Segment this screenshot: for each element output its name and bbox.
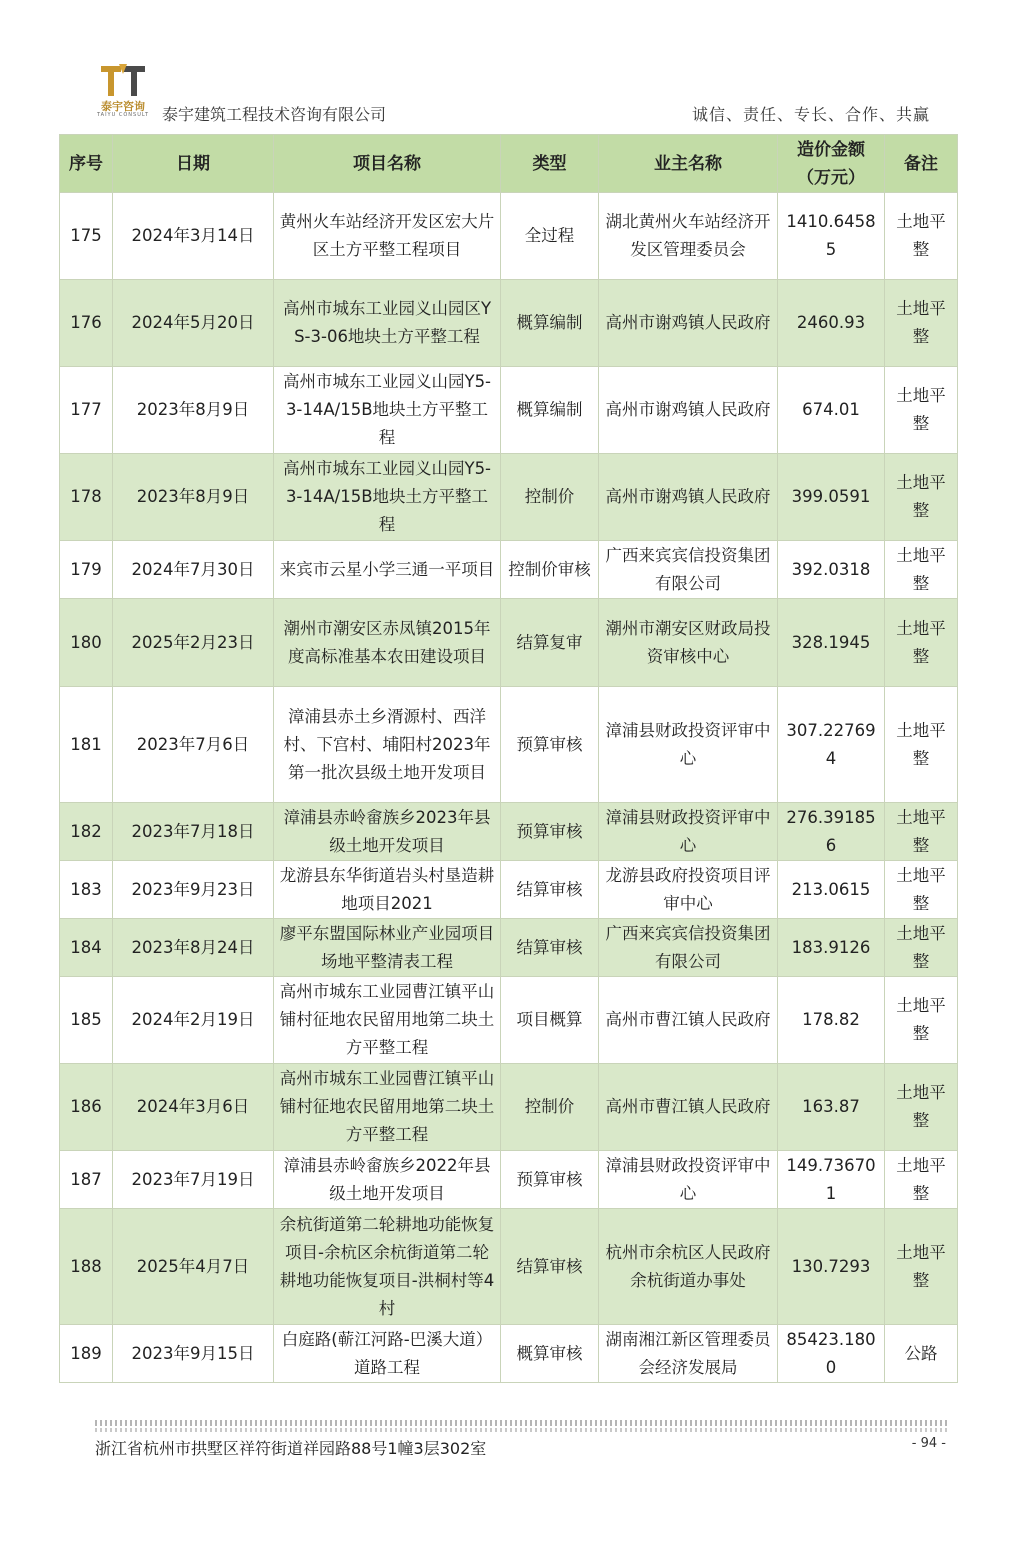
cell-project-name: 漳浦县赤岭畲族乡2022年县级土地开发项目 bbox=[274, 1151, 501, 1209]
company-logo bbox=[93, 62, 153, 118]
cell-no: 188 bbox=[60, 1209, 113, 1325]
logo-text: 泰宇咨询 bbox=[101, 100, 145, 113]
cell-date: 2024年3月6日 bbox=[113, 1064, 274, 1151]
table-row bbox=[60, 1325, 958, 1383]
cell-note: 土地平整 bbox=[885, 1209, 958, 1325]
cell-date: 2023年8月9日 bbox=[113, 454, 274, 541]
cell-amount: 85423.1800 bbox=[778, 1325, 885, 1383]
cell-owner: 漳浦县财政投资评审中心 bbox=[599, 803, 778, 861]
cell-date: 2023年7月19日 bbox=[113, 1151, 274, 1209]
cell-amount: 213.0615 bbox=[778, 861, 885, 919]
cell-date: 2023年9月15日 bbox=[113, 1325, 274, 1383]
cell-note: 土地平整 bbox=[885, 280, 958, 367]
table-row bbox=[60, 1209, 958, 1325]
cell-note: 土地平整 bbox=[885, 803, 958, 861]
cell-note: 土地平整 bbox=[885, 541, 958, 599]
cell-owner: 高州市谢鸡镇人民政府 bbox=[599, 367, 778, 454]
cell-project-name: 漳浦县赤岭畲族乡2023年县级土地开发项目 bbox=[274, 803, 501, 861]
company-name: 泰宇建筑工程技术咨询有限公司 bbox=[162, 105, 387, 124]
cell-owner: 漳浦县财政投资评审中心 bbox=[599, 1151, 778, 1209]
cell-no: 181 bbox=[60, 687, 113, 803]
cell-date: 2023年7月6日 bbox=[113, 687, 274, 803]
cell-amount: 130.7293 bbox=[778, 1209, 885, 1325]
cell-date: 2024年5月20日 bbox=[113, 280, 274, 367]
cell-project-name: 龙游县东华街道岩头村垦造耕地项目2021 bbox=[274, 861, 501, 919]
cell-no: 182 bbox=[60, 803, 113, 861]
cell-type: 预算审核 bbox=[501, 1151, 599, 1209]
table-row bbox=[60, 687, 958, 803]
cell-amount: 178.82 bbox=[778, 977, 885, 1064]
cell-type: 概算编制 bbox=[501, 280, 599, 367]
cell-amount: 149.736701 bbox=[778, 1151, 885, 1209]
cell-note: 土地平整 bbox=[885, 1064, 958, 1151]
cell-amount: 399.0591 bbox=[778, 454, 885, 541]
cell-project-name: 高州市城东工业园义山园区YS-3-06地块土方平整工程 bbox=[274, 280, 501, 367]
cell-no: 183 bbox=[60, 861, 113, 919]
column-header-no: 序号 bbox=[60, 135, 113, 193]
cell-note: 土地平整 bbox=[885, 367, 958, 454]
column-header-name: 项目名称 bbox=[274, 135, 501, 193]
cell-amount: 2460.93 bbox=[778, 280, 885, 367]
cell-owner: 高州市谢鸡镇人民政府 bbox=[599, 280, 778, 367]
table-row bbox=[60, 193, 958, 280]
cell-no: 176 bbox=[60, 280, 113, 367]
cell-owner: 高州市曹江镇人民政府 bbox=[599, 1064, 778, 1151]
table-row bbox=[60, 1064, 958, 1151]
cell-date: 2024年7月30日 bbox=[113, 541, 274, 599]
cell-owner: 湖北黄州火车站经济开发区管理委员会 bbox=[599, 193, 778, 280]
cell-project-name: 高州市城东工业园义山园Y5-3-14A/15B地块土方平整工程 bbox=[274, 367, 501, 454]
cell-no: 178 bbox=[60, 454, 113, 541]
table-row bbox=[60, 280, 958, 367]
cell-project-name: 高州市城东工业园曹江镇平山铺村征地农民留用地第二块土方平整工程 bbox=[274, 977, 501, 1064]
table-row bbox=[60, 599, 958, 687]
cell-type: 预算审核 bbox=[501, 687, 599, 803]
cell-date: 2023年8月9日 bbox=[113, 367, 274, 454]
cell-no: 177 bbox=[60, 367, 113, 454]
cell-no: 179 bbox=[60, 541, 113, 599]
cell-owner: 湖南湘江新区管理委员会经济发展局 bbox=[599, 1325, 778, 1383]
cell-project-name: 高州市城东工业园义山园Y5-3-14A/15B地块土方平整工程 bbox=[274, 454, 501, 541]
column-header-type: 类型 bbox=[501, 135, 599, 193]
table-row bbox=[60, 861, 958, 919]
cell-note: 土地平整 bbox=[885, 687, 958, 803]
cell-owner: 广西来宾宾信投资集团有限公司 bbox=[599, 919, 778, 977]
cell-owner: 杭州市余杭区人民政府余杭街道办事处 bbox=[599, 1209, 778, 1325]
table-row bbox=[60, 919, 958, 977]
cell-project-name: 白庭路(蕲江河路-巴溪大道）道路工程 bbox=[274, 1325, 501, 1383]
logo-subtext: TAIYU CONSULT bbox=[96, 112, 150, 118]
company-slogan: 诚信、责任、专长、合作、共赢 bbox=[691, 105, 930, 124]
footer-address: 浙江省杭州市拱墅区祥符街道祥园路88号1幢3层302室 bbox=[95, 1439, 487, 1458]
cell-note: 土地平整 bbox=[885, 599, 958, 687]
cell-type: 概算审核 bbox=[501, 1325, 599, 1383]
cell-note: 土地平整 bbox=[885, 193, 958, 280]
cell-type: 结算复审 bbox=[501, 599, 599, 687]
column-header-owner: 业主名称 bbox=[599, 135, 778, 193]
cell-no: 184 bbox=[60, 919, 113, 977]
cell-type: 概算编制 bbox=[501, 367, 599, 454]
cell-owner: 高州市曹江镇人民政府 bbox=[599, 977, 778, 1064]
cell-no: 175 bbox=[60, 193, 113, 280]
cell-type: 控制价审核 bbox=[501, 541, 599, 599]
cell-note: 公路 bbox=[885, 1325, 958, 1383]
cell-project-name: 漳浦县赤土乡湑源村、西洋村、下宫村、埔阳村2023年第一批次县级土地开发项目 bbox=[274, 687, 501, 803]
cell-no: 189 bbox=[60, 1325, 113, 1383]
cell-owner: 广西来宾宾信投资集团有限公司 bbox=[599, 541, 778, 599]
footer-divider-secondary bbox=[95, 1428, 950, 1432]
cell-type: 结算审核 bbox=[501, 861, 599, 919]
cell-amount: 1410.64585 bbox=[778, 193, 885, 280]
cell-type: 结算审核 bbox=[501, 919, 599, 977]
column-header-note: 备注 bbox=[885, 135, 958, 193]
cell-no: 180 bbox=[60, 599, 113, 687]
cell-note: 土地平整 bbox=[885, 861, 958, 919]
cell-project-name: 高州市城东工业园曹江镇平山铺村征地农民留用地第二块土方平整工程 bbox=[274, 1064, 501, 1151]
cell-project-name: 黄州火车站经济开发区宏大片区土方平整工程项目 bbox=[274, 193, 501, 280]
cell-type: 项目概算 bbox=[501, 977, 599, 1064]
table-row bbox=[60, 1151, 958, 1209]
footer-divider bbox=[95, 1420, 950, 1426]
table-row bbox=[60, 977, 958, 1064]
cell-amount: 674.01 bbox=[778, 367, 885, 454]
cell-type: 结算审核 bbox=[501, 1209, 599, 1325]
cell-type: 控制价 bbox=[501, 454, 599, 541]
cell-date: 2024年2月19日 bbox=[113, 977, 274, 1064]
cell-owner: 龙游县政府投资项目评审中心 bbox=[599, 861, 778, 919]
cell-type: 控制价 bbox=[501, 1064, 599, 1151]
cell-no: 187 bbox=[60, 1151, 113, 1209]
table-row bbox=[60, 454, 958, 541]
cell-amount: 163.87 bbox=[778, 1064, 885, 1151]
cell-no: 185 bbox=[60, 977, 113, 1064]
page-number: - 94 - bbox=[911, 1436, 946, 1451]
column-header-date: 日期 bbox=[113, 135, 274, 193]
project-table bbox=[59, 134, 958, 1383]
cell-date: 2023年9月23日 bbox=[113, 861, 274, 919]
cell-owner: 高州市谢鸡镇人民政府 bbox=[599, 454, 778, 541]
page-header bbox=[60, 60, 958, 134]
cell-date: 2023年7月18日 bbox=[113, 803, 274, 861]
cell-owner: 漳浦县财政投资评审中心 bbox=[599, 687, 778, 803]
cell-type: 全过程 bbox=[501, 193, 599, 280]
cell-amount: 328.1945 bbox=[778, 599, 885, 687]
table-header-row bbox=[60, 135, 958, 193]
table-row bbox=[60, 367, 958, 454]
cell-note: 土地平整 bbox=[885, 454, 958, 541]
cell-owner: 潮州市潮安区财政局投资审核中心 bbox=[599, 599, 778, 687]
cell-amount: 276.391856 bbox=[778, 803, 885, 861]
cell-project-name: 余杭街道第二轮耕地功能恢复项目-余杭区余杭街道第二轮耕地功能恢复项目-洪桐村等4村 bbox=[274, 1209, 501, 1325]
cell-amount: 307.227694 bbox=[778, 687, 885, 803]
cell-date: 2025年4月7日 bbox=[113, 1209, 274, 1325]
cell-amount: 392.0318 bbox=[778, 541, 885, 599]
cell-note: 土地平整 bbox=[885, 919, 958, 977]
cell-date: 2024年3月14日 bbox=[113, 193, 274, 280]
table-row bbox=[60, 541, 958, 599]
cell-type: 预算审核 bbox=[501, 803, 599, 861]
cell-note: 土地平整 bbox=[885, 977, 958, 1064]
cell-project-name: 廖平东盟国际林业产业园项目场地平整清表工程 bbox=[274, 919, 501, 977]
cell-date: 2023年8月24日 bbox=[113, 919, 274, 977]
cell-amount: 183.9126 bbox=[778, 919, 885, 977]
cell-no: 186 bbox=[60, 1064, 113, 1151]
cell-project-name: 潮州市潮安区赤凤镇2015年度高标准基本农田建设项目 bbox=[274, 599, 501, 687]
table-row bbox=[60, 803, 958, 861]
cell-note: 土地平整 bbox=[885, 1151, 958, 1209]
cell-date: 2025年2月23日 bbox=[113, 599, 274, 687]
column-header-amount: 造价金额（万元） bbox=[778, 135, 885, 193]
logo-mark-icon bbox=[93, 62, 153, 102]
cell-project-name: 来宾市云星小学三通一平项目 bbox=[274, 541, 501, 599]
